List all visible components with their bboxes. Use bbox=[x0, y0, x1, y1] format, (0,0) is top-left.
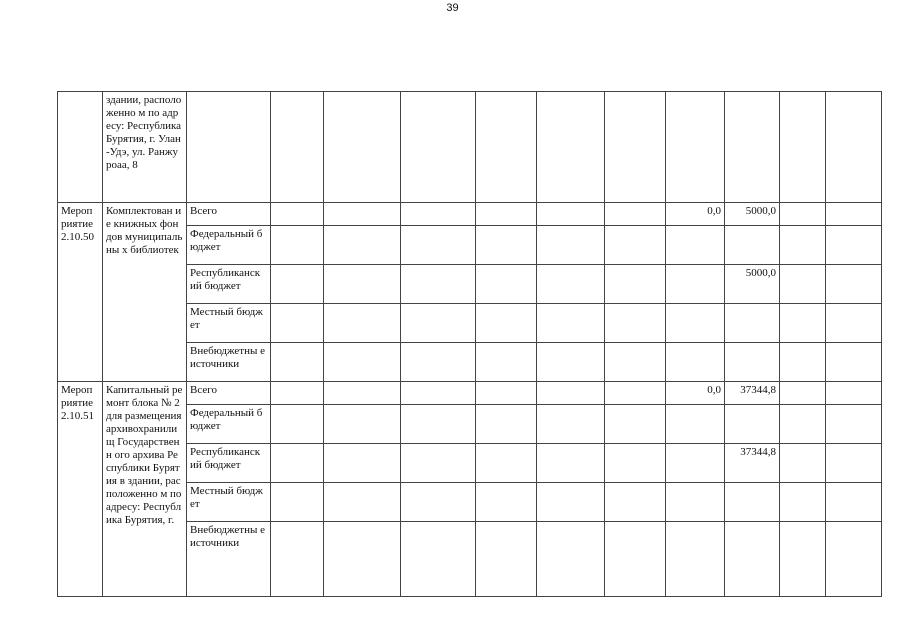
funding-source-cell bbox=[187, 92, 271, 203]
value-cell bbox=[725, 483, 780, 522]
measure-code-cell bbox=[58, 92, 103, 203]
value-cell bbox=[725, 343, 780, 382]
funding-source-cell: Внебюджетны е источники bbox=[187, 522, 271, 597]
value-cell bbox=[666, 444, 725, 483]
value-cell: 0,0 bbox=[666, 203, 725, 226]
value-cell bbox=[725, 226, 780, 265]
value-cell bbox=[666, 522, 725, 597]
value-cell: 0,0 bbox=[666, 382, 725, 405]
funding-source-cell: Республиканск ий бюджет bbox=[187, 265, 271, 304]
value-cell bbox=[666, 483, 725, 522]
funding-source-cell: Местный бюджет bbox=[187, 304, 271, 343]
value-cell bbox=[666, 265, 725, 304]
value-cell bbox=[666, 226, 725, 265]
value-cell: 37344,8 bbox=[725, 382, 780, 405]
funding-source-cell: Федеральный бюджет bbox=[187, 405, 271, 444]
value-cell: 5000,0 bbox=[725, 265, 780, 304]
funding-source-cell: Местный бюджет bbox=[187, 483, 271, 522]
measure-code-cell: Мероп риятие 2.10.50 bbox=[58, 203, 103, 382]
page-number: 39 bbox=[446, 2, 459, 14]
funding-source-cell: Республиканск ий бюджет bbox=[187, 444, 271, 483]
table-row bbox=[58, 203, 882, 226]
value-cell bbox=[725, 304, 780, 343]
funding-source-cell: Внебюджетны е источники bbox=[187, 343, 271, 382]
value-cell bbox=[725, 405, 780, 444]
table-row bbox=[58, 382, 882, 405]
budget-table bbox=[57, 91, 882, 597]
funding-source-cell: Всего bbox=[187, 382, 271, 405]
funding-source-cell: Федеральный бюджет bbox=[187, 226, 271, 265]
value-cell: 37344,8 bbox=[725, 444, 780, 483]
value-cell bbox=[666, 405, 725, 444]
funding-source-cell: Всего bbox=[187, 203, 271, 226]
measure-name-cell: Капитальный ремонт блока № 2 для размещения архивохранили щ Государственн ого архива Республики Бурятия в здании, расположенно м по адресу: Республика Бурятия, г. bbox=[103, 382, 187, 597]
value-cell bbox=[725, 522, 780, 597]
value-cell bbox=[666, 304, 725, 343]
measure-name-cell: Комплектован ие книжных фондов муниципальны х библиотек bbox=[103, 203, 187, 382]
value-cell bbox=[666, 343, 725, 382]
table-row bbox=[58, 92, 882, 203]
measure-code-cell: Мероп риятие 2.10.51 bbox=[58, 382, 103, 597]
measure-name-cell: здании, расположенно м по адресу: Республика Бурятия, г. Улан-Удэ, ул. Ранжуроаа, 8 bbox=[103, 92, 187, 203]
value-cell: 5000,0 bbox=[725, 203, 780, 226]
